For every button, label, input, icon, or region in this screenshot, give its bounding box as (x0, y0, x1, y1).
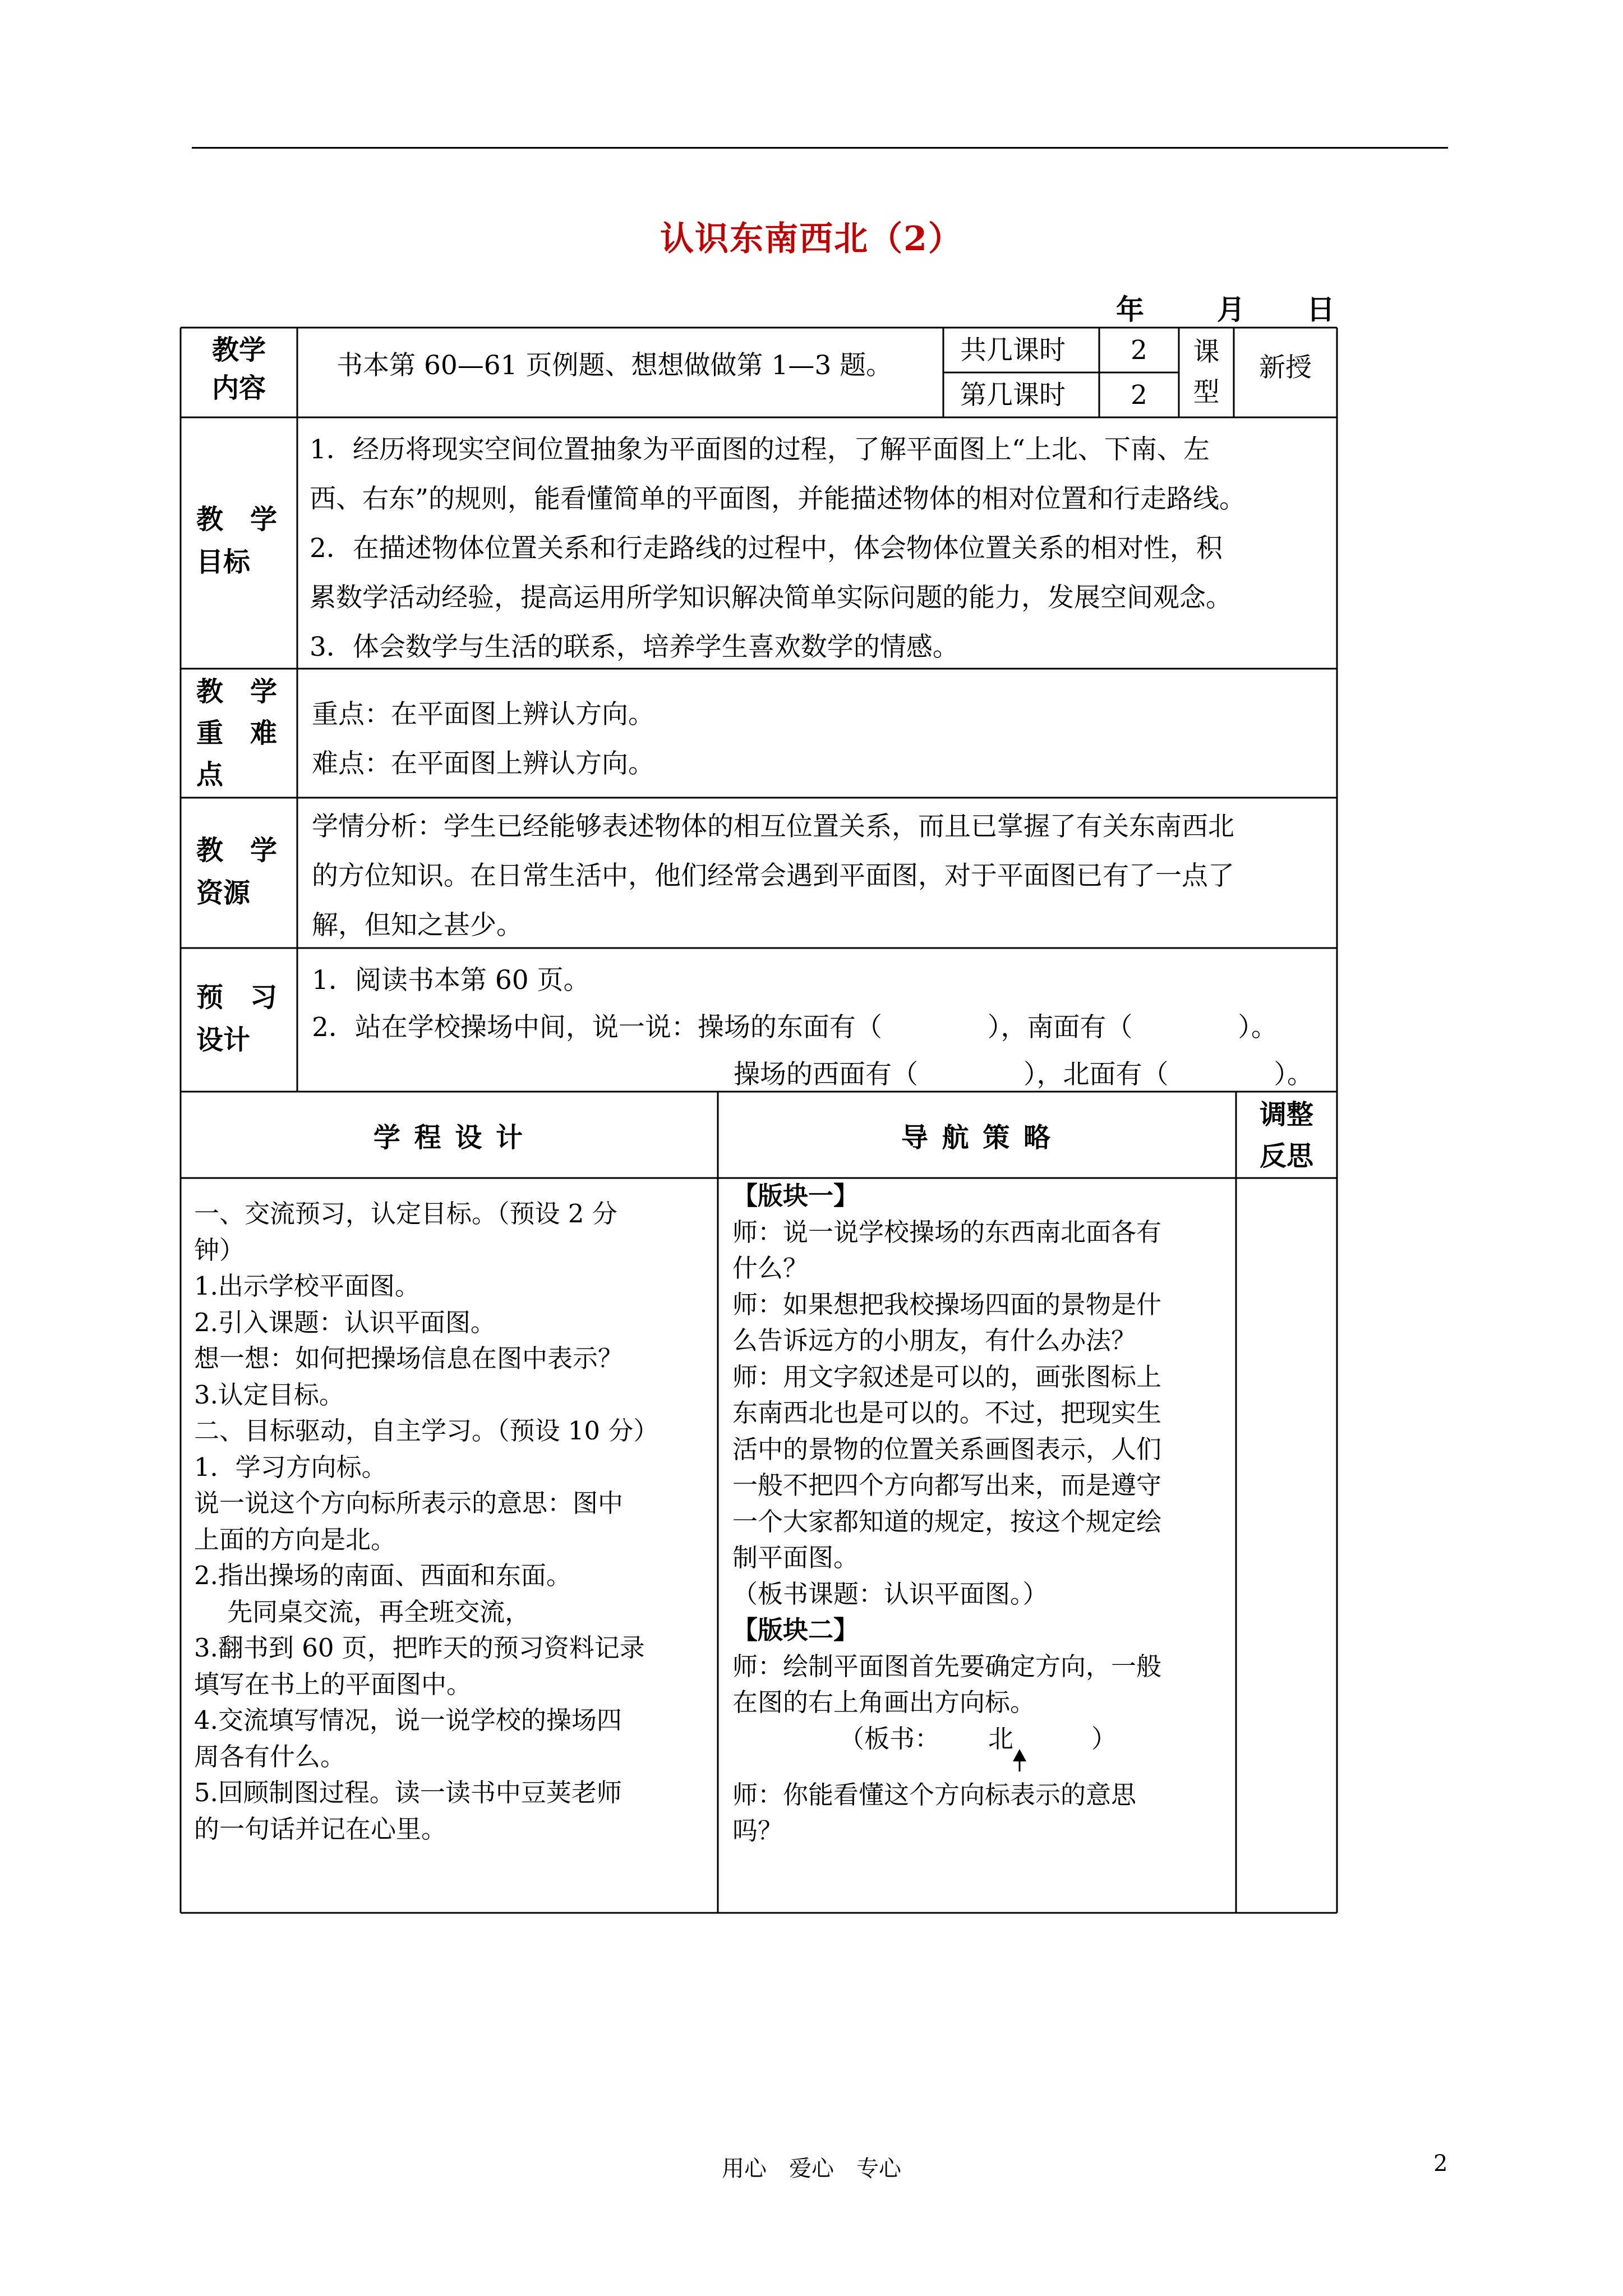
key-point-line: 重点：在平面图上辨认方向。 (312, 699, 654, 730)
strategy-line: 师：用文字叙述是可以的，画张图标上 (732, 1361, 1162, 1392)
learning-step-line: 想一想：如何把操场信息在图中表示？ (194, 1343, 624, 1373)
goal-line: 3．体会数学与生活的联系，培养学生喜欢数学的情感。 (310, 632, 959, 662)
total-lessons-value: 2 (1131, 335, 1147, 366)
module-heading: 【版块二】 (732, 1615, 859, 1645)
goal-line: 西、右东”的规则，能看懂简单的平面图，并能描述物体的相对位置和行走路线。 (310, 484, 1246, 514)
footer-motto: 用心 爱心 专心 (722, 2156, 901, 2182)
label-teaching-resources: 教 学 资源 (196, 835, 278, 909)
board-north-label: 北 (988, 1723, 1014, 1754)
learning-step-line: 1．学习方向标。 (194, 1452, 387, 1482)
strategy-line: 东南西北也是可以的。不过，把现实生 (732, 1398, 1162, 1428)
learning-step-line: 填写在书上的平面图中。 (194, 1669, 472, 1699)
strategy-line: 什么？ (732, 1253, 809, 1283)
learning-step-line: 1.出示学校平面图。 (194, 1271, 420, 1301)
goal-line: 2．在描述物体位置关系和行走路线的过程中，体会物体位置关系的相对性，积 (310, 533, 1223, 564)
label-preview-design: 预 习 设计 (196, 982, 278, 1056)
learning-step-line: 5.回顾制图过程。读一读书中豆荚老师 (194, 1778, 622, 1807)
teaching-content-text: 书本第 60—61 页例题、想想做做第 1—3 题。 (336, 350, 893, 381)
board-note (732, 1721, 1235, 1777)
learning-step-line: 的一句话并记在心里。 (194, 1814, 447, 1844)
learning-step-line: 上面的方向是北。 (194, 1524, 396, 1554)
lesson-type-label: 课 型 (1193, 337, 1220, 408)
strategy-line: 么告诉远方的小朋友，有什么办法？ (732, 1326, 1137, 1355)
learning-design-content (194, 1196, 716, 1847)
header-guidance-strategy: 导 航 策 略 (901, 1122, 1053, 1153)
page-number: 2 (1433, 2151, 1448, 2177)
key-point-line: 难点：在平面图上辨认方向。 (312, 748, 654, 779)
north-arrow-icon (1012, 1748, 1027, 1773)
total-lessons-label: 共几课时 (960, 335, 1066, 366)
guidance-strategy-content (732, 1178, 1235, 1849)
learning-step-line: 3.认定目标。 (194, 1379, 344, 1410)
learning-step-line: 2.引入课题：认识平面图。 (194, 1307, 496, 1337)
current-lesson-value: 2 (1131, 380, 1147, 411)
page-title: 认识东南西北（2） (660, 219, 963, 259)
learning-step-line: 说一说这个方向标所表示的意思：图中 (194, 1488, 624, 1518)
learning-step-line: 一、交流预习，认定目标。（预设 2 分 (194, 1199, 617, 1228)
label-key-points: 教 学 重 难 点 (196, 676, 278, 790)
header-adjust-reflect: 调整 反思 (1259, 1099, 1313, 1172)
teaching-resources (312, 802, 1336, 950)
strategy-line: 师：如果想把我校操场四面的景物是什 (732, 1289, 1162, 1319)
strategy-line: 一个大家都知道的规定，按这个规定绘 (732, 1506, 1162, 1536)
strategy-line: 吗？ (732, 1816, 783, 1846)
module-heading: 【版块一】 (732, 1181, 859, 1211)
goal-line: 累数学活动经验，提高运用所学知识解决简单实际问题的能力，发展空间观念。 (310, 582, 1232, 613)
date-year: 年 (1116, 293, 1144, 326)
strategy-line: 制平面图。 (732, 1543, 859, 1572)
strategy-line: 师：你能看懂这个方向标表示的意思 (732, 1779, 1137, 1810)
date-month: 月 (1217, 293, 1245, 326)
learning-step-line: 4.交流填写情况，说一说学校的操场四 (194, 1705, 622, 1735)
label-teaching-goals: 教 学 目标 (196, 504, 278, 578)
strategy-line: 一般不把四个方向都写出来，而是遵守 (732, 1470, 1162, 1500)
preview-line: 1．阅读书本第 60 页。 (312, 965, 590, 996)
key-points (312, 690, 1332, 789)
learning-step-line: 周各有什么。 (194, 1741, 346, 1772)
learning-step-line: 先同桌交流，再全班交流， (194, 1596, 531, 1627)
preview-design (312, 957, 1337, 1098)
label-teaching-content: 教学 内容 (211, 334, 266, 404)
date-day: 日 (1307, 293, 1335, 326)
board-prefix: （板书： (839, 1723, 940, 1754)
current-lesson-label: 第几课时 (960, 380, 1066, 411)
learning-step-line: 钟） (194, 1235, 245, 1265)
strategy-line: （板书课题：认识平面图。） (732, 1579, 1048, 1609)
strategy-line: 师：说一说学校操场的东西南北面各有 (732, 1217, 1162, 1247)
learning-step-line: 二、目标驱动，自主学习。（预设 10 分） (194, 1416, 659, 1446)
board-suffix: ） (1091, 1723, 1117, 1754)
strategy-line: 活中的景物的位置关系画图表示，人们 (732, 1434, 1162, 1464)
resource-line: 解，但知之甚少。 (312, 910, 523, 941)
learning-step-line: 2.指出操场的南面、西面和东面。 (194, 1561, 571, 1590)
preview-line: 操场的西面有（ ），北面有（ ）。 (734, 1059, 1313, 1090)
strategy-line: 师：绘制平面图首先要确定方向，一般 (732, 1651, 1162, 1681)
header-learning-design: 学 程 设 计 (373, 1122, 525, 1153)
goal-line: 1．经历将现实空间位置抽象为平面图的过程，了解平面图上“上北、下南、左 (310, 434, 1210, 465)
preview-line: 2．站在学校操场中间，说一说：操场的东面有（ ），南面有（ ）。 (312, 1012, 1278, 1043)
resource-line: 的方位知识。在日常生活中，他们经常会遇到平面图，对于平面图已有了一点了 (312, 861, 1234, 891)
learning-step-line: 3.翻书到 60 页，把昨天的预习资料记录 (194, 1633, 645, 1663)
teaching-goals (310, 425, 1336, 672)
resource-line: 学情分析：学生已经能够表述物体的相互位置关系，而且已掌握了有关东南西北 (312, 811, 1234, 842)
lesson-type-value: 新授 (1259, 352, 1312, 383)
strategy-line: 在图的右上角画出方向标。 (732, 1687, 1036, 1717)
